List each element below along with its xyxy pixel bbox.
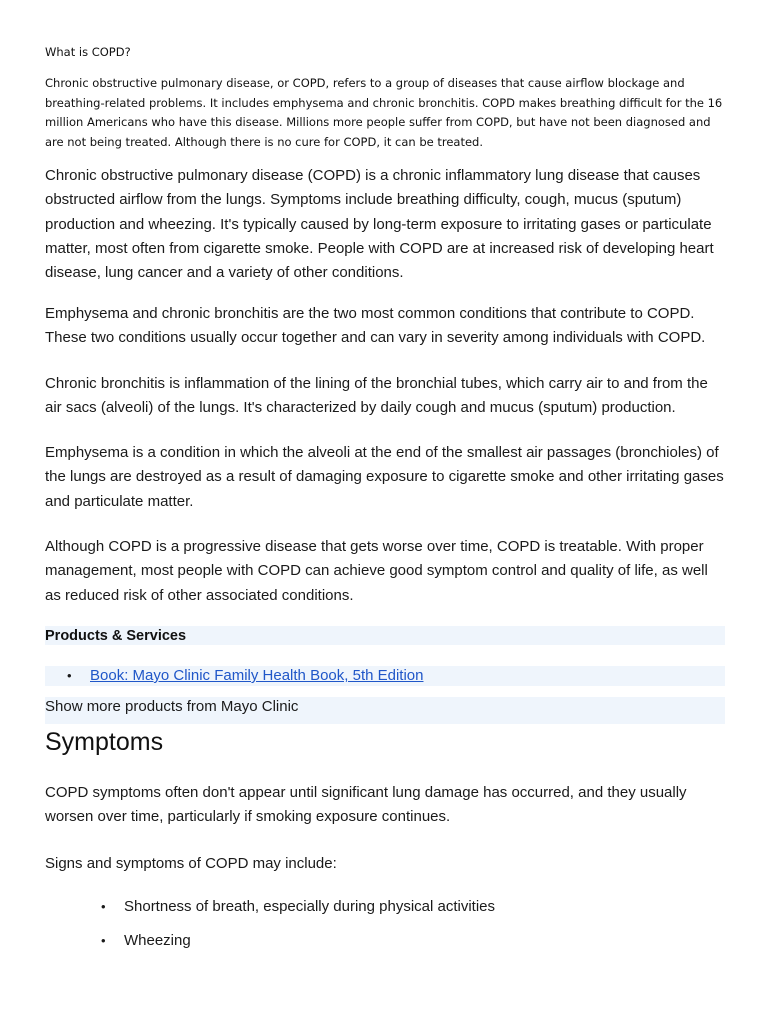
symptoms-heading: Symptoms (45, 728, 164, 756)
show-more-products-link[interactable]: Show more products from Mayo Clinic (45, 698, 299, 715)
bullet-icon: • (67, 668, 72, 683)
intro-title: What is COPD? (45, 45, 131, 59)
products-list (45, 666, 725, 686)
symptom-item (45, 896, 725, 918)
product-link-family-health-book[interactable]: Book: Mayo Clinic Family Health Book, 5th Edition (90, 667, 424, 684)
symptom-item (45, 930, 725, 952)
symptom-label: Shortness of breath, especially during physical activities (124, 898, 496, 915)
bullet-icon: • (101, 899, 106, 914)
intro-body: Chronic obstructive pulmonary disease, or COPD, refers to a group of diseases that cause airflow blockage and breathing-related problems. It includes emphysema and chronic bronchitis. COPD makes breathing difficult for the 16 million Americans who have this disease. Millions more people suffer from COPD, but have not been diagnosed and are not being treated. Although there is no cure for COPD, it can be treated. (45, 76, 723, 149)
product-item (45, 666, 725, 686)
paragraph-emphysema: Emphysema is a condition in which the alveoli at the end of the smallest air passages (bronchioles) of the lungs are destroyed as a result of damaging exposure to cigarette smoke and other irritating gases and particulate matter. (45, 444, 724, 510)
symptoms-list (45, 896, 725, 964)
symptoms-intro-paragraph: COPD symptoms often don't appear until significant lung damage has occurred, and they usually worsen over time, particularly if smoking exposure continues. (45, 784, 687, 826)
bullet-icon: • (101, 933, 106, 948)
products-heading: Products & Services (45, 628, 187, 644)
symptoms-lead-paragraph: Signs and symptoms of COPD may include: (45, 855, 337, 872)
paragraph-chronic-bronchitis: Chronic bronchitis is inflammation of the lining of the bronchial tubes, which carry air to and from the air sacs (alveoli) of the lungs. It's characterized by daily cough and mucus (sputum) production. (45, 375, 708, 417)
paragraph-copd-definition: Chronic obstructive pulmonary disease (COPD) is a chronic inflammatory lung disease that causes obstructed airflow from the lungs. Symptoms include breathing difficulty, cough, mucus (sputum) production and wheezing. It's typically caused by long-term exposure to irritating gases or particulate matter, most often from cigarette smoke. People with COPD are at increased risk of developing heart disease, lung cancer and a variety of other conditions. (45, 167, 714, 282)
symptom-label: Wheezing (124, 932, 191, 949)
paragraph-treatable: Although COPD is a progressive disease that gets worse over time, COPD is treatable. With proper management, most people with COPD can achieve good symptom control and quality of life, as well as reduced risk of other associated conditions. (45, 538, 708, 604)
paragraph-emphysema-bronchitis: Emphysema and chronic bronchitis are the two most common conditions that contribute to COPD. These two conditions usually occur together and can vary in severity among individuals with COPD. (45, 305, 706, 347)
